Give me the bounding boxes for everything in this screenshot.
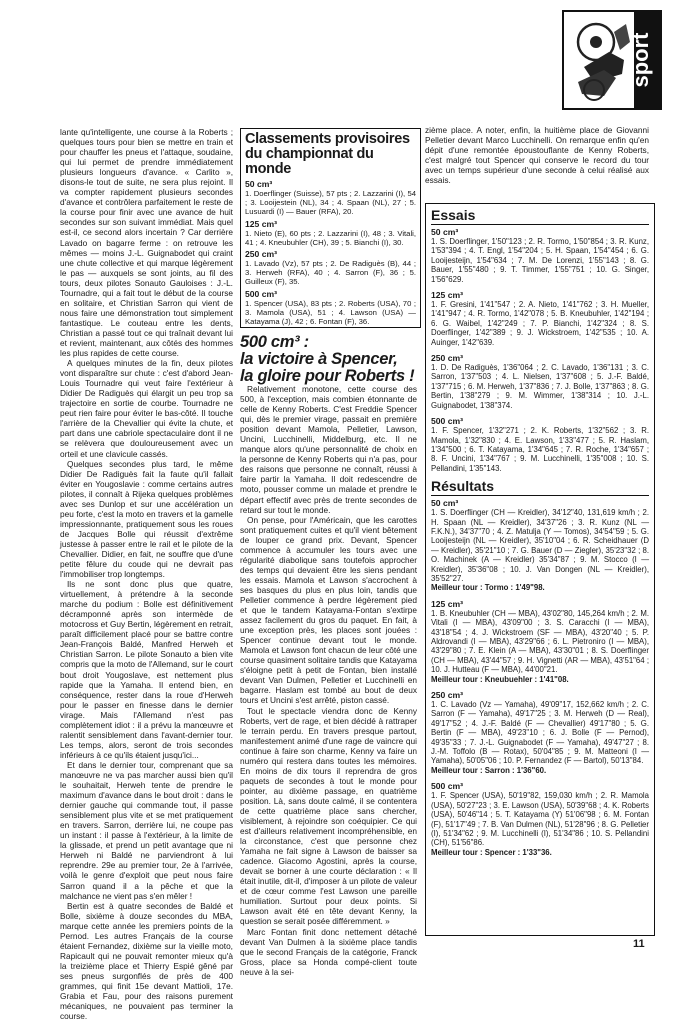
paragraph: A quelques minutes de la fin, deux pilotes vont disparaître sur chute : c'est d'abord Jean-Louis Tournadre qui veut faire l'extérieur à Didier De Radiguès qui élargit un peu trop sa trajectoire en sortie de courbe. Tournadre ne peut rien faire pour éviter le bas-côté. Il touche l'arrière de la Chevallier qui évite la chute, et part dans une cabriole spectaculaire dont il ne se relèvera que douloureusement avec un orteil et une clavicule cassés. [60, 358, 233, 459]
paragraph: zième place. A noter, enfin, la huitième place de Giovanni Pelletier devant Marco Lucchinelli. On remarque enfin qu'en dépit d'une remontée époustouflante de Kenny Roberts, c'est malgré tout Spencer qui conserve le record du tour avec un temps supérieur d'une seconde à celui réalisé aux essais. [425, 125, 649, 186]
category-results: 1. Doerflinger (Suisse), 57 pts ; 2. Lazzarini (I), 54 ; 3. Looijestein (NL), 34 ; 4. Spaan (NL), 27 ; 5. Lusuardi (I) — Bauer (RFA), 20. [245, 189, 416, 217]
resultats-title: Résultats [431, 478, 495, 495]
category-heading: 250 cm³ [245, 249, 278, 260]
paragraph: Tout le spectacle viendra donc de Kenny Roberts, vert de rage, et bien décidé à rattraper le terrain perdu. En travers presque partout, manifestement animé d'une rage de vaincre qui continue à faire son charme, Kenny va faire un numéro qui restera dans toutes les mémoires. En moins de dix tours il reprendra de gros paquets de secondes à tout le monde pour pointer, au dixième passage, en quatrième position. Là, sans doute calmé, il se contentera de cette quatrième place sans chercher, visiblement, à rejoindre son coéquipier. Ce qui est d'ailleurs relativement incompréhensible, en la circonstance, c'est que personne chez Yamaha ne fait signe à Lawson de baisser sa cadence. Giacomo Agostini, après la course, devait se borner à une courte déclaration : « Il était inutile, dit-il, d'imposer à un pilote de valeur et de cœur comme l'est Lawson une pareille humiliation. Surtout pour deux points. Si Lawson avait été en tête devant Kenny, la question se serait posée différemment. » [240, 705, 417, 927]
paragraph: On pense, pour l'Américain, que les carottes sont pratiquement cuites et qu'il vient bêtement de louper ce grand prix. Devant, Spencer commence à accumuler les tours avec une régularité diabolique sans toutefois approcher des temps qui devaient être les siens pendant les essais. Mamola et Lawson s'accrochent à ses basques du plus en plus loin, tandis que Pelletier commence à perdre légèrement pied et que le tandem Katayama-Fontan s'extirpe assez facilement du gros du paquet. En fait, à une exception près, les places sont jouées : Spencer continue devant tout le monde. Mamola et Lawson font chacun de leur côté une course quasiment solitaire tandis que Katayama s'éloigne petit à petit de Fontan, bien installé devant Van Dulmen, Pelletier et Lucchinelli en bagarre. Haslam est tombé au bout de deux tours et Uncini s'est arrêté, piston cassé. [240, 514, 417, 706]
essais-block [431, 416, 649, 473]
classements-box [240, 128, 421, 328]
category-results: 1. D. De Radiguès, 1'36"064 ; 2. C. Lavado, 1'36"131 ; 3. C. Sarron, 1'37"503 ; 4. L. Nielsen, 1'37"608 ; 5. J.-F. Baldé, 1'37"715 ; 6. M. Herweh, 1'37"836 ; 7. J. Bolle, 1'37"863 ; 8. G. Bertin, 1'38"279 ; 9. M. Wimmer, 1'38"314 ; 10. J.-L. Guignabodet, 1'38"374. [431, 363, 649, 410]
category-heading: 500 cm³ [245, 288, 278, 299]
sport-logo [562, 10, 662, 110]
logo-text: sport [628, 32, 653, 88]
category-heading: 50 cm³ [431, 227, 459, 237]
results-box [425, 203, 655, 936]
paragraph: Quelques secondes plus tard, le même Didier De Radiguès fait la faute qu'il fallait éviter en Yougoslavie : comme certains autres pilotes, il connaît à Rijeka quelques problèmes avec ses Dunlop et sur une accélération un peu forte, c'est la moto en travers et la gamelle impressionnante, pratiquement sous les roues de Jacques Bolle qui réussit d'extrême justesse à passer entre le rail et le pilote de la Chevallier. Didier, en fait, ne souffre que d'une petite fêlure du coude qui ne devrait pas l'immobiliser trop longtemps. [60, 458, 233, 580]
headline-line: 500 cm³ : [240, 333, 309, 351]
category-results: 1. B. Kneubuhler (CH — MBA), 43'02"80, 145,264 km/h ; 2. M. Vitali (I — MBA), 43'09"00 ; 3. S. Caracchi (I — MBA), 43'18"54 ; 4. J. Wickstroem (SF — MBA), 43'20"40 ; 5. P. Aldrovandi (I — MBA), 43'29"66 ; 6. L. Pietroniro (I — MBA), 43'29"80 ; 7. E. Klein (A — MBA), 43'30"01 ; 8. S. Doerflinger (CH — MBA), 43'44"57 ; 9. H. Vignetti (AR — MBA), 43'51"64 ; 10. J. Hutteau (F — MBA), 44'00"21. [431, 608, 649, 675]
category-results: 1. S. Doerflinger (CH — Kreidler), 34'12"40, 131,619 km/h ; 2. H. Spaan (NL — Kreidler), 34'37"26 ; 3. R. Kunz (NL — F.K.N.), 34'37"70 ; 4. Z. Matulja (Y — Tomos), 34'54"59 ; 5. G. Looijesteijn (NL — Kreidler), 35'10"04 ; 6. R. Scheidhauer (D — Kreidler), 35'21"10 ; 7. G. Bauer (D — Ziegler), 35'23"32 ; 8. O. Machinek (A — Kreidler) 35'34"87 ; 9. M. Stocco (I — Kreidler), 35'36"08 ; 10. J. Van Dongen (NL — Kreidler), 35'52"27. [431, 508, 649, 583]
essais-block [431, 353, 649, 410]
resultats-block [431, 498, 649, 593]
best-lap: Meilleur tour : Kneubuehler : 1'41"08. [431, 674, 569, 684]
category-heading: 125 cm³ [431, 598, 464, 609]
paragraph: Relativement monotone, cette course des 500, à l'exception, mais combien étonnante de celle de Kenny Roberts. C'est Freddie Spencer qui, dès le premier virage, passait en première position devant Mamola, Pelletier, Lawson, Uncini, Lucchinelli, Middelburg, etc. Il ne manque alors qu'une personnalité de choix en la personne de Kenny Roberts qui n'a pas, pour des raisons que personne ne connaît, réussi à faire partir la Yamaha. Il doit redescendre de moto, pousser comme un malade et prendre le départ effectif avec près de trente secondes de retard sur tout le monde. [240, 384, 417, 515]
divider [431, 495, 649, 496]
page-number: 11 [633, 938, 645, 950]
article-headline [240, 334, 420, 385]
category-heading: 125 cm³ [245, 218, 278, 229]
category-heading: 250 cm³ [431, 353, 464, 364]
resultats-block [431, 690, 649, 775]
category-results: 1. Nieto (E), 60 pts ; 2. Lazzarini (I), 48 ; 3. Vitali, 41 ; 4. Kneubuhler (CH), 39 ; 5. Bianchi (I), 30. [245, 228, 416, 247]
category-heading: 250 cm³ [431, 690, 464, 701]
category-heading: 50 cm³ [431, 498, 459, 509]
best-lap: Meilleur tour : Spencer : 1'33"36. [431, 847, 552, 857]
category-results: 1. F. Gresini, 1'41"547 ; 2. A. Nieto, 1'41"762 ; 3. H. Mueller, 1'41"947 ; 4. R. Tormo, 1'42"078 ; 5. B. Kneubuhler, 1'42"194 ; 6. G. Waibel, 1'42"249 ; 7. P. Bianchi, 1'42"324 ; 8. S. Doerflinger, 1'42"389 ; 9. J. Wickstroem, 1'42"535 ; 10. A. Auinger, 1'42"639. [431, 300, 649, 347]
article-column-1 [60, 127, 233, 1021]
headline-line: la gloire pour Roberts ! [240, 367, 415, 385]
category-results: 1. Lavado (Vz), 57 pts ; 2. De Radiguès (B), 44 ; 3. Herweh (RFA), 40 ; 4. Sarron (F), 36 ; 5. Guilleux (F), 35. [245, 259, 416, 287]
article-column-2 [240, 384, 417, 977]
category-heading: 50 cm³ [245, 179, 273, 189]
headline-line: la victoire à Spencer, [240, 350, 398, 368]
essais-block [431, 227, 649, 284]
category-heading: 125 cm³ [431, 290, 464, 301]
paragraph: Marc Fontan finit donc nettement détaché devant Van Dulmen à la sixième place tandis que le second Français de la catégorie, Franck Gross, place sa Honda compé-client toute neuve à la sei- [240, 926, 417, 977]
resultats-block [431, 599, 649, 684]
essais-title: Essais [431, 207, 476, 223]
category-results: 1. F. Spencer, 1'32"271 ; 2. K. Roberts, 1'32"562 ; 3. R. Mamola, 1'32"830 ; 4. E. Lawson, 1'33"477 ; 5. R. Haslam, 1'34"500 ; 6. T. Katayama, 1'34"645 ; 7. R. Roche, 1'34"657 ; 8. F. Uncini, 1'34"767 ; 9. M. Lucchinelli, 1'35"008 ; 10. S. Pellandini, 1'35"143. [431, 426, 649, 473]
article-column-3 [425, 125, 649, 185]
resultats-block [431, 781, 649, 857]
paragraph: Ils ne sont donc plus que quatre, virtuellement, à prétendre à la seconde marche du podium : Bolle est définitivement décramponné après son intermède de motocross et Guy Bertin, légèrement en retrait, paraît difficilement placé pour se battre contre Jean-François Baldé, Manfred Herweh et Christian Sarron. Le pilote Sonauto a bien vite compris que la moto de l'Allemand, sur le court bout droit Yougoslave, est nettement plus rapide que la Yamaha. Il entend bien, en conséquence, rester dans la roue d'Herweh pour le passer en finesse dans le dernier virage. Mais l'Allemand n'est pas complètement idiot : il a prévu la manœuvre et ralentit sensiblement dans l'avant-dernier tour. Les temps, alors, seront de trois secondes inférieurs à ce qu'ils étaient jusqu'ici... [60, 579, 233, 760]
category-results: 1. S. Doerflinger, 1'50"123 ; 2. R. Tormo, 1'50"854 ; 3. R. Kunz, 1'53"394 ; 4. T. Engl, 1'54"204 ; 5. H. Spaan, 1'54"454 ; 6. G. Looijesteijn, 1'54"634 ; 7. M. De Lorenzi, 1'55"143 ; 8. G. Bauer, 1'55"480 ; 9. T. Timmer, 1'55"751 ; 10. G. Singer, 1'56"629. [431, 237, 649, 284]
motorcycle-illustration-icon [564, 12, 660, 108]
classements-title: Classements provisoires du championnat du monde [245, 131, 410, 177]
best-lap: Meilleur tour : Sarron : 1'36"60. [431, 765, 547, 775]
category-heading: 500 cm³ [431, 781, 464, 792]
best-lap: Meilleur tour : Tormo : 1'49"98. [431, 583, 545, 593]
essais-block [431, 290, 649, 347]
paragraph: Bertin est à quatre secondes de Baldé et Bolle, sixième à douze secondes du MBA, marque cette année les premiers points de la Pernod. Les autres Français de la course étaient Fernandez, dixième sur la vieille moto, Rapicault qui ne pouvait remonter mieux qu'à la treizième place et Thierry Espié gêné par ses pneus surgonflés de près de 400 grammes, qui finit 15e devant Mattioli, 17e. Grabia et Fau, pour des raisons purement mécaniques, ne pouvaient pas terminer la course. [60, 900, 233, 1021]
divider [431, 224, 649, 225]
paragraph: Et dans le dernier tour, comprenant que sa manœuvre ne va pas marcher aussi bien qu'il le souhaitait, Herweh tente de prendre le maximum d'avance dans le bout droit : dans le dernier gauche qui commande tout, il passe sensiblement plus vite et se met pratiquement en travers. Sarron, derrière lui, ne coupe pas un instant : il passe à l'extérieur, à la limite de la glissade, et prend un petit avantage que ni Herweh ni Baldé ne parviendront à lui reprendre. 29e au premier tour, 2e à l'arrivée, voilà le genre d'exploit que peut nous faire Sarron quand il a la pêche et que la malchance ne vient pas s'en mêler ! [60, 759, 233, 901]
paragraph: lante qu'intelligente, une course à la Roberts ; quelques tours pour bien se mettre en train et pour chauffer les pneus et l'attaque, soudaine, qui lui permet de prendre immédiatement plusieurs longueurs d'avance. « Carlito », disons-le tout de suite, ne sera plus rejoint. Il va compter rapidement plusieurs secondes d'avance et contrôlera parfaitement le reste de la course pour finir avec une avance de huit secondes sur son suivant immédiat. Mais quel est-il, ce second alors incertain ? Car derrière Lavado on bagarre ferme : on retrouve les mêmes — moins J.-L. Guignabodet qui craint une chute collective et qui marque légèrement le pas — auxquels se sont joints, au fil des tours, deux pilotes Sonauto Gauloises : J.-L. Tournadre, qui a fait tout le début de la course en solitaire, et Christian Sarron qui vient de nous faire une démonstration tout simplement fantastique. Le couteau entre les dents, Christian a passé tout ce qui traînait devant lui et revient, maintenant, aux côtés des hommes les plus rapides de cette course. [60, 127, 233, 359]
category-results: 1. Spencer (USA), 83 pts ; 2. Roberts (USA), 70 ; 3. Mamola (USA), 51 ; 4. Lawson (USA) — Katayama (J), 42 ; 6. Fontan (F), 36. [245, 298, 416, 327]
category-results: 1. C. Lavado (Vz — Yamaha), 49'09"17, 152,662 km/h ; 2. C. Sarron (F — Yamaha), 49'17"25 ; 3. M. Herweh (D — Real), 49'17"52 ; 4. J.-F. Baldé (F — Chevallier) 49'17"80 ; 5. G. Bertin (F — MBA), 49'23"10 ; 6. J. Bolle (F — Pernod), 49'35"33 ; 7. J.-L. Guignabodet (F — Yamaha), 49'47"27 ; 8. J.-M. Toffolo (B — Rotax), 50'04"85 ; 9. M. Matteoni (I — Yamaha), 50'05"06 ; 10. P. Fernandez (F — Bartol), 50'13"84. [431, 700, 649, 766]
category-results: 1. F. Spencer (USA), 50'19"82, 159,030 km/h ; 2. R. Mamola (USA), 50'27"23 ; 3. E. Lawson (USA), 50'39"68 ; 4. K. Roberts (USA), 50'46"14 ; 5. T. Katayama (Y) 51'06"98 ; 6. M. Fontan (F), 51'17"49 ; 7. B. Van Dulmen (NL), 51'28"96 ; 8. G. Pelletier (I), 51'34"62 ; 9. M. Lucchinelli (I), 51'34"86 ; 10. S. Pellandini (CH), 51'56"86. [431, 791, 649, 848]
category-heading: 500 cm³ [431, 416, 464, 427]
